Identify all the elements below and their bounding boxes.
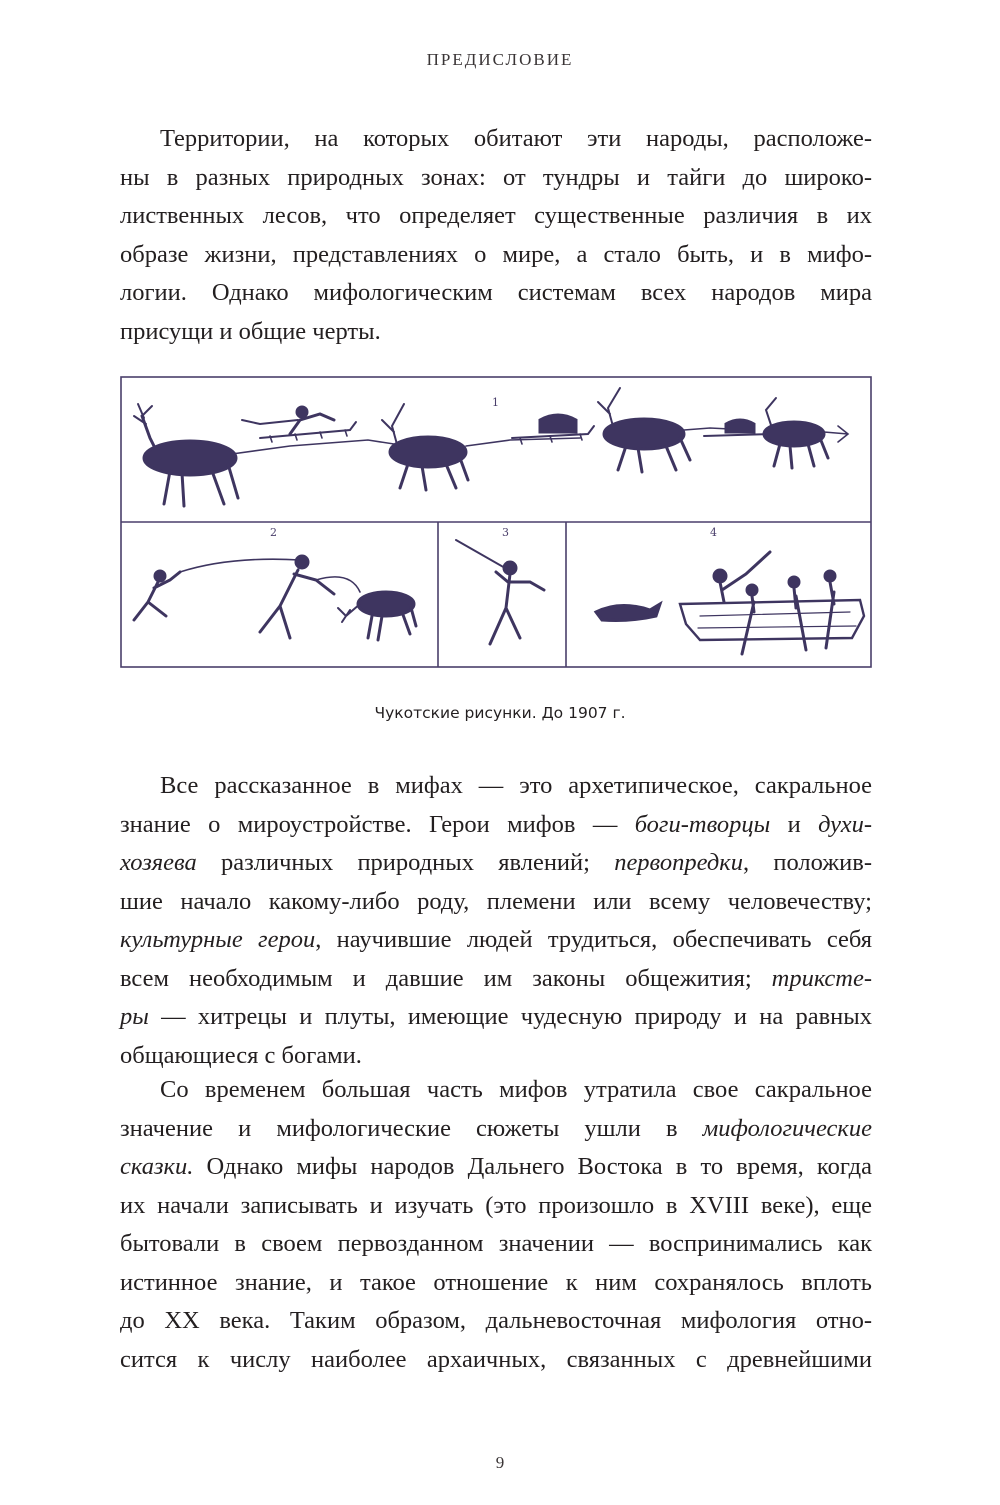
reindeer-body: [144, 441, 236, 475]
text-run: всем необходимым и давшие им законы общежития;: [120, 964, 772, 992]
page-number: 9: [495, 1453, 505, 1472]
text-line: [120, 921, 872, 960]
reindeer-body: [604, 419, 684, 449]
text-line: [120, 806, 872, 845]
italic-term: мифологические: [702, 1114, 872, 1142]
panel-1-reindeer-caravan: [134, 388, 848, 506]
reindeer-body: [390, 437, 466, 467]
text-line: до XX века. Таким образом, дальневосточная мифология отно-: [120, 1307, 872, 1334]
paragraph-myth-heroes: [120, 767, 872, 1075]
text-run: Однако мифы народов Дальнего Востока в то время, когда: [193, 1153, 872, 1180]
italic-term: хозяева: [120, 849, 197, 876]
text-run: знание о мироустройстве. Герои мифов —: [120, 810, 635, 838]
boat-hull: [680, 600, 864, 640]
text-run: , положив-: [743, 849, 873, 876]
running-title: ПРЕДИСЛОВИЕ: [426, 50, 574, 69]
italic-term: культурные герои: [120, 926, 316, 953]
hunter-head: [155, 571, 165, 581]
panel-number-2: 2: [270, 526, 277, 539]
italic-term: первопредки: [614, 849, 743, 876]
text-line: бытовали в своем первозданном значении — воспринимались как: [120, 1230, 872, 1257]
text-line: общающиеся с богами.: [120, 1041, 362, 1069]
drawing-panels: [120, 376, 872, 668]
text-line: ны в разных природных зонах: от тундры и тайги до широко-: [120, 163, 872, 191]
text-line: [120, 1148, 872, 1187]
text-line: [120, 998, 872, 1037]
text-line: Территории, на которых обитают эти народы, расположе-: [160, 125, 872, 152]
text-run: различных природных явлений;: [196, 849, 615, 876]
text-line: Со временем большая часть мифов утратила свое сакральное: [160, 1076, 872, 1103]
text-line: [120, 960, 872, 999]
text-run: , научившие людей трудиться, обеспечивать себя: [315, 926, 872, 953]
paragraph-territories: [120, 120, 872, 351]
text-line: истинное знание, и такое отношение к ним сохранялось вплоть: [120, 1268, 872, 1296]
text-line: присущи и общие черты.: [120, 317, 381, 345]
rower-head: [825, 571, 835, 581]
italic-term: трикстe-: [771, 964, 872, 992]
text-line: шие начало какому-либо роду, племени или всему человечеству;: [120, 887, 872, 915]
figure-caption: Чукотские рисунки. До 1907 г.: [374, 704, 626, 722]
text-line: их начали записывать и изучать (это произошло в XVIII веке), еще: [120, 1191, 872, 1219]
chukchi-drawings-figure: [120, 376, 872, 668]
panel-number-3: 3: [502, 526, 509, 539]
text-run: — хитрецы и плуты, имеющие чудесную природу и на равных: [148, 1003, 872, 1030]
rower-head: [714, 570, 726, 582]
reindeer-body: [358, 592, 414, 616]
italic-term: сказки.: [120, 1153, 194, 1180]
paragraph-sacral-meaning: [120, 1071, 872, 1379]
panel-number-4: 4: [710, 526, 717, 539]
driver-head: [297, 407, 307, 417]
sled-cargo: [726, 420, 754, 432]
seal-shape: [596, 604, 660, 621]
text-line: [120, 844, 872, 883]
rower-head: [747, 585, 757, 595]
rower-head: [789, 577, 799, 587]
italic-term: боги-творцы: [634, 810, 771, 838]
text-line: сится к числу наиболее архаичных, связанных с древнейшими: [120, 1345, 872, 1373]
hunter-head: [296, 556, 308, 568]
sled-cargo: [540, 415, 576, 432]
text-line: логии. Однако мифологическим системам всех народов мира: [120, 279, 872, 306]
panel-3-spear-hunter: [456, 540, 544, 644]
panel-2-lasso-hunt: [134, 556, 416, 640]
italic-term: духи-: [818, 810, 872, 838]
italic-term: ры: [120, 1003, 149, 1030]
text-line: лиственных лесов, что определяет существенные различия в их: [120, 202, 872, 229]
panel-4-whale-hunt: [596, 552, 864, 654]
text-run: и: [770, 810, 819, 838]
text-line: образе жизни, представлениях о мире, а стало быть, и в мифо-: [120, 240, 872, 268]
text-run: значение и мифологические сюжеты ушли в: [120, 1114, 703, 1142]
hunter-head: [504, 562, 516, 574]
text-line: Все рассказанное в мифах — это архетипическое, сакральное: [160, 772, 872, 799]
text-line: [120, 1110, 872, 1149]
reindeer-body: [764, 422, 824, 446]
panel-number-1: 1: [492, 396, 499, 409]
